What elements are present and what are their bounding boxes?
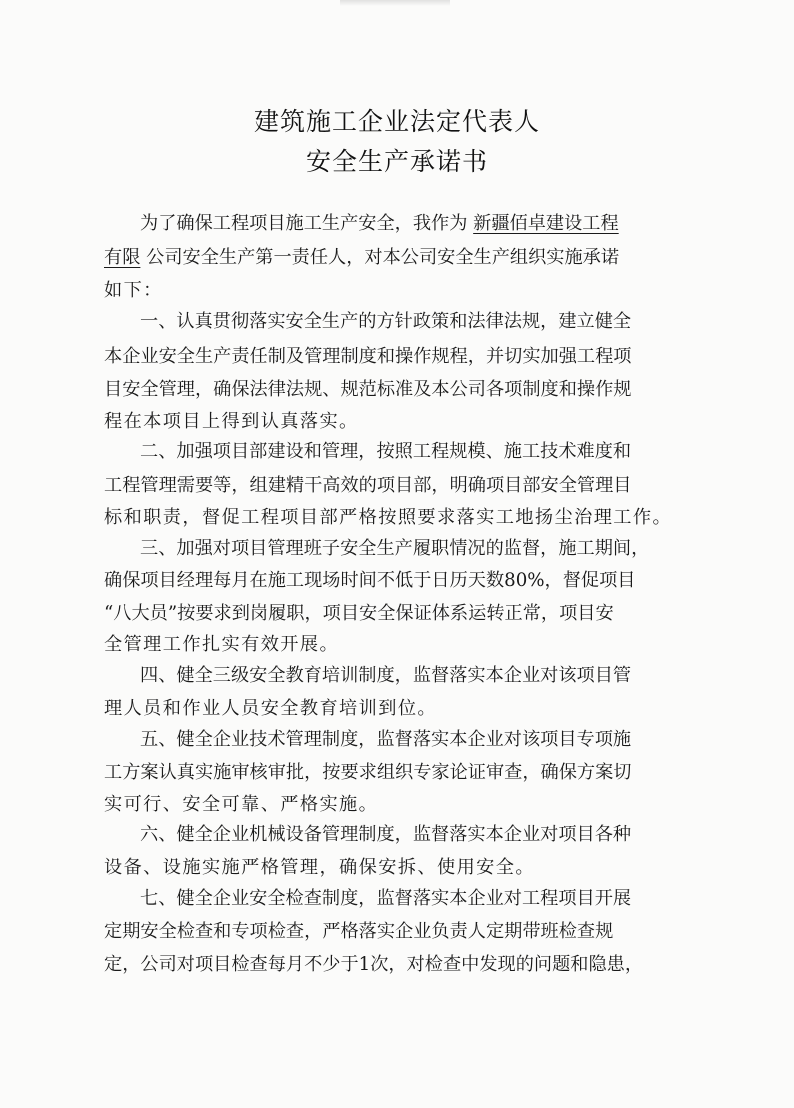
company-name-underlined: 有限: [104, 247, 141, 268]
line-text: 六、健全企业机械设备管理制度，监督落实本企业对项目各种: [140, 824, 632, 845]
line-text: 工程管理需要等，组建精干高效的项目部，明确项目部安全管理目: [104, 475, 632, 496]
line-text: “八大员”按要求到岗履职，项目安全保证体系运转正常，项目安: [104, 603, 614, 624]
body-line: [104, 474, 694, 498]
line-text: 为了确保工程项目施工生产安全，我作为: [140, 213, 474, 234]
body-line: [140, 728, 694, 752]
line-text: 标和职责，督促工程项目部严格按照要求落实工地扬尘治理工作。: [104, 507, 673, 528]
body-line: [104, 378, 694, 402]
document-title-line-1: 建筑施工企业法定代表人: [253, 107, 540, 136]
body-line: [104, 602, 694, 626]
line-text: 确保项目经理每月在施工现场时间不低于日历天数80%，督促项目: [104, 570, 636, 591]
line-text: 实可行、安全可靠、严格实施。: [104, 794, 379, 815]
line-text: 如下：: [104, 280, 163, 301]
body-line: [104, 856, 694, 880]
body-line: [104, 697, 694, 721]
company-name-underlined: 新疆佰卓建设工程: [473, 213, 619, 234]
body-line: [104, 953, 694, 977]
body-line: [104, 410, 694, 434]
line-text: 四、健全三级安全教育培训制度，监督落实本企业对该项目管: [140, 665, 632, 686]
body-line: [140, 823, 694, 847]
line-text: 定，公司对项目检查每月不少于1次，对检查中发现的问题和隐患，: [104, 954, 644, 975]
body-line: [140, 440, 694, 464]
body-line: [104, 569, 694, 593]
body-line: [140, 537, 694, 561]
line-text: 公司安全生产第一责任人，对本公司安全生产组织实施承诺: [140, 247, 620, 268]
line-text: 七、健全企业安全检查制度，监督落实本企业对工程项目开展: [140, 888, 632, 909]
line-text: 理人员和作业人员安全教育培训到位。: [104, 698, 437, 719]
line-text: 设备、设施实施严格管理，确保安拆、使用安全。: [104, 857, 535, 878]
line-text: 程在本项目上得到认真落实。: [104, 411, 359, 432]
body-line: [140, 664, 694, 688]
line-text: 二、加强项目部建设和管理，按照工程规模、施工技术难度和: [140, 441, 632, 462]
body-line: [104, 506, 694, 530]
line-text: 目安全管理，确保法律法规、规范标准及本公司各项制度和操作规: [104, 379, 632, 400]
body-line: [104, 633, 694, 657]
line-text: 三、加强对项目管理班子安全生产履职情况的监督，施工期间，: [140, 538, 650, 559]
body-line: [104, 793, 694, 817]
body-line: [104, 246, 694, 270]
body-line: [140, 310, 694, 334]
line-text: 本企业安全生产责任制及管理制度和操作规程，并切实加强工程项: [104, 346, 632, 367]
line-text: 工方案认真实施审核审批，按要求组织专家论证审查，确保方案切: [104, 762, 632, 783]
body-line: [104, 920, 694, 944]
body-line: [140, 212, 700, 236]
line-text: 全管理工作扎实有效开展。: [104, 634, 340, 655]
document-title-line-2: 安全生产承诺书: [305, 147, 488, 176]
line-text: 定期安全检查和专项检查，严格落实企业负责人定期带班检查规: [104, 921, 614, 942]
line-text: 一、认真贯彻落实安全生产的方针政策和法律法规，建立健全: [140, 311, 632, 332]
body-line: [104, 345, 694, 369]
line-text: 五、健全企业技术管理制度，监督落实本企业对该项目专项施: [140, 729, 632, 750]
scan-edge: [340, 0, 450, 6]
body-line: [104, 761, 694, 785]
body-line: [104, 279, 694, 303]
body-line: [140, 887, 694, 911]
